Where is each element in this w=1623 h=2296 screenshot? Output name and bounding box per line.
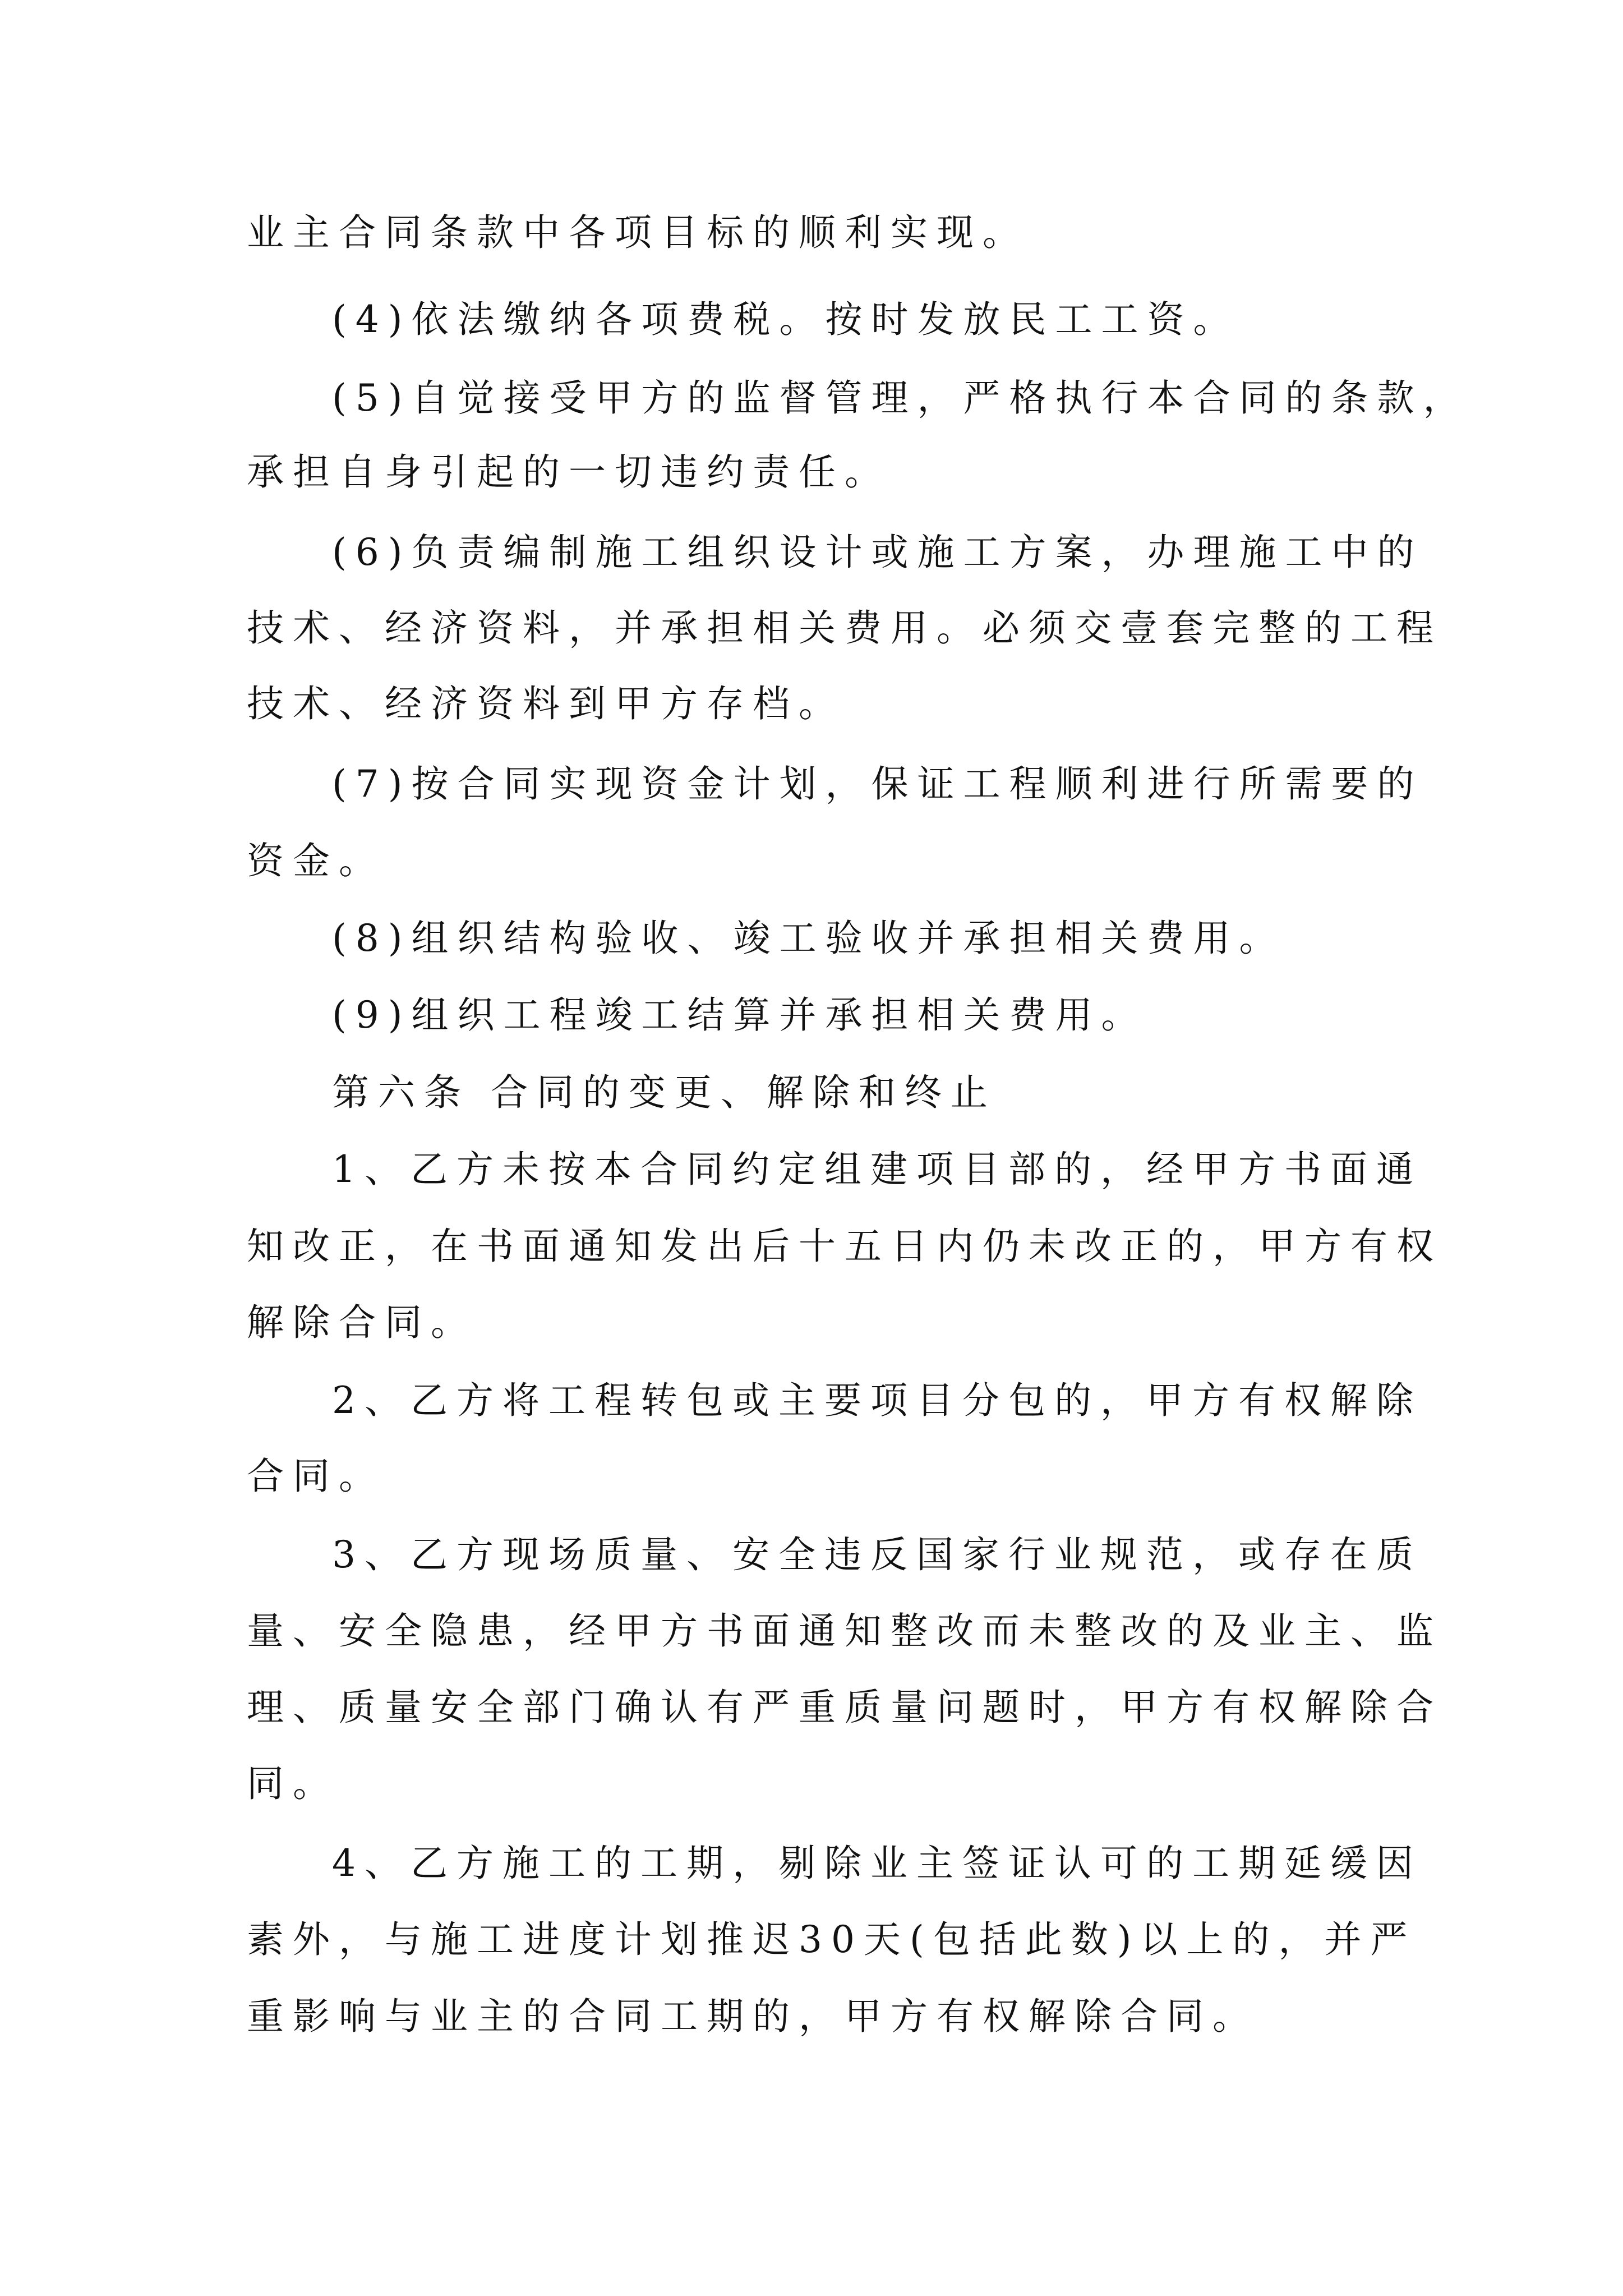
text-line: (5)自觉接受甲方的监督管理，严格执行本合同的条款， [332, 376, 1469, 420]
text-line: (8)组织结构验收、竣工验收并承担相关费用。 [332, 917, 1285, 960]
text-line: 3、乙方现场质量、安全违反国家行业规范，或存在质 [332, 1533, 1422, 1576]
text-line: 同。 [247, 1762, 339, 1805]
text-line: (6)负责编制施工组织设计或施工方案，办理施工中的 [332, 531, 1423, 574]
text-line: 资金。 [247, 839, 385, 882]
text-line: 技术、经济资料到甲方存档。 [247, 682, 845, 725]
text-line: 重影响与业主的合同工期的，甲方有权解除合同。 [247, 1995, 1258, 2038]
text-line: 业主合同条款中各项目标的顺利实现。 [247, 211, 1029, 254]
text-line: 1、乙方未按本合同约定组建项目部的，经甲方书面通 [332, 1148, 1422, 1191]
text-line: 合同。 [247, 1455, 385, 1498]
section-heading: 第六条 合同的变更、解除和终止 [332, 1071, 997, 1114]
text-line: 理、质量安全部门确认有严重质量问题时，甲方有权解除合 [247, 1686, 1442, 1729]
text-line: (7)按合同实现资金计划，保证工程顺利进行所需要的 [332, 762, 1423, 806]
text-line: 知改正，在书面通知发出后十五日内仍未改正的，甲方有权 [247, 1225, 1442, 1268]
text-line: 承担自身引起的一切违约责任。 [247, 450, 891, 494]
text-line: 2、乙方将工程转包或主要项目分包的，甲方有权解除 [332, 1379, 1422, 1422]
text-line: 技术、经济资料，并承担相关费用。必须交壹套完整的工程 [247, 606, 1442, 650]
text-line: 解除合同。 [247, 1301, 477, 1344]
text-line: 4、乙方施工的工期，剔除业主签证认可的工期延缓因 [332, 1842, 1422, 1885]
text-line: (4)依法缴纳各项费税。按时发放民工工资。 [332, 298, 1239, 341]
text-line: 素外，与施工进度计划推迟30天(包括此数)以上的，并严 [247, 1918, 1417, 1961]
text-line: 量、安全隐患，经甲方书面通知整改而未整改的及业主、监 [247, 1609, 1442, 1653]
text-line: (9)组织工程竣工结算并承担相关费用。 [332, 993, 1147, 1037]
